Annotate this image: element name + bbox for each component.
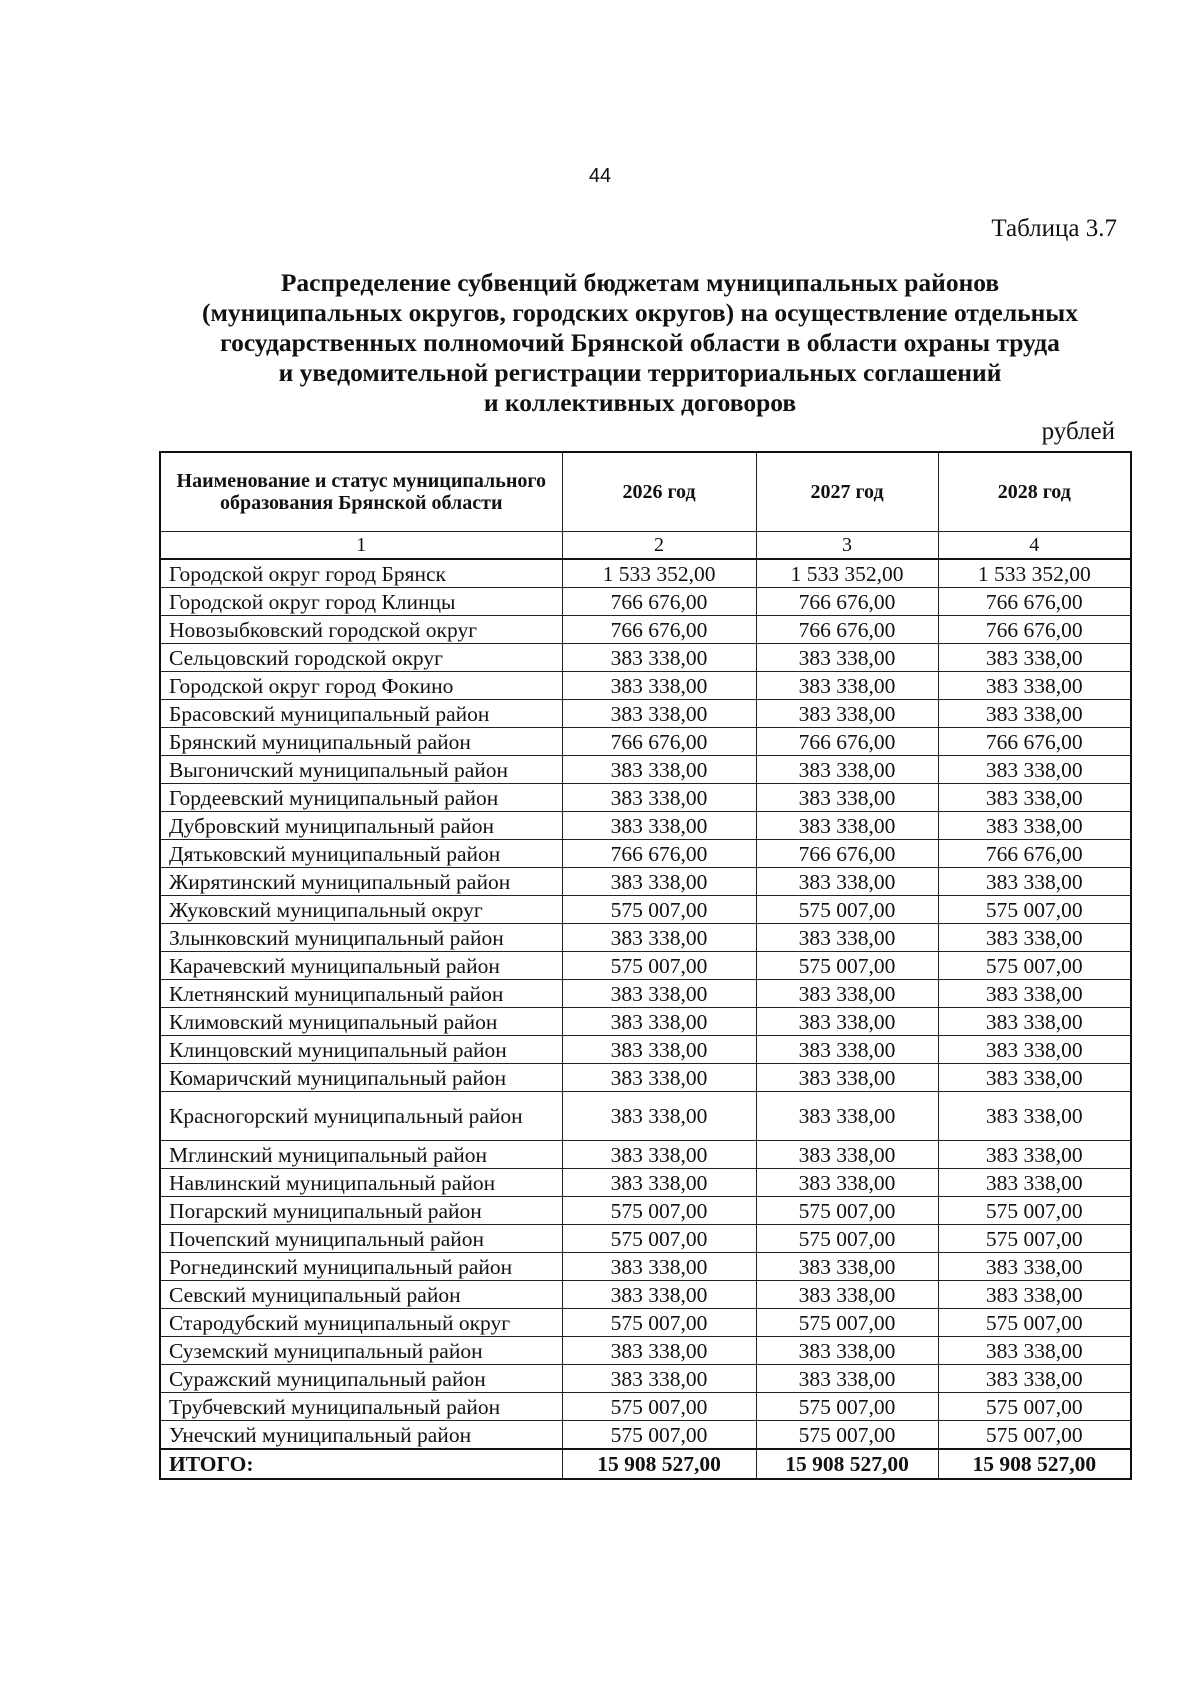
column-number-row — [160, 532, 1131, 560]
amount-2027: 383 338,00 — [756, 644, 938, 672]
amount-2026: 383 338,00 — [562, 868, 756, 896]
municipality-name: Карачевский муниципальный район — [160, 952, 562, 980]
amount-2027: 575 007,00 — [756, 896, 938, 924]
municipality-name: Погарский муниципальный район — [160, 1197, 562, 1225]
amount-2027: 383 338,00 — [756, 924, 938, 952]
municipality-name: Дятьковский муниципальный район — [160, 840, 562, 868]
municipality-name: Суземский муниципальный район — [160, 1337, 562, 1365]
municipality-name: Почепский муниципальный район — [160, 1225, 562, 1253]
table-row — [160, 1281, 1131, 1309]
amount-2026: 383 338,00 — [562, 1365, 756, 1393]
municipality-name: Жирятинский муниципальный район — [160, 868, 562, 896]
table-row — [160, 840, 1131, 868]
amount-2027: 383 338,00 — [756, 1253, 938, 1281]
amount-2027: 383 338,00 — [756, 1337, 938, 1365]
table-row — [160, 1337, 1131, 1365]
amount-2028: 575 007,00 — [938, 1393, 1131, 1421]
amount-2028: 383 338,00 — [938, 1008, 1131, 1036]
municipality-name: Новозыбковский городской округ — [160, 616, 562, 644]
amount-2026: 766 676,00 — [562, 588, 756, 616]
table-row — [160, 1309, 1131, 1337]
amount-2026: 383 338,00 — [562, 1008, 756, 1036]
municipality-name: Рогнединский муниципальный район — [160, 1253, 562, 1281]
amount-2028: 383 338,00 — [938, 1064, 1131, 1092]
municipality-name: Жуковский муниципальный округ — [160, 896, 562, 924]
table-row — [160, 924, 1131, 952]
total-2027: 15 908 527,00 — [756, 1449, 938, 1479]
amount-2028: 383 338,00 — [938, 1365, 1131, 1393]
table-row — [160, 1036, 1131, 1064]
subvention-distribution-table — [159, 451, 1132, 1480]
table-row — [160, 1421, 1131, 1450]
municipality-name: Трубчевский муниципальный район — [160, 1393, 562, 1421]
municipality-name: Брянский муниципальный район — [160, 728, 562, 756]
table-row — [160, 1064, 1131, 1092]
amount-2027: 383 338,00 — [756, 756, 938, 784]
table-row — [160, 644, 1131, 672]
column-number: 4 — [938, 532, 1131, 560]
amount-2027: 383 338,00 — [756, 1092, 938, 1141]
municipality-name: Брасовский муниципальный район — [160, 700, 562, 728]
municipality-name: Мглинский муниципальный район — [160, 1141, 562, 1169]
amount-2026: 575 007,00 — [562, 1225, 756, 1253]
table-row — [160, 1197, 1131, 1225]
title-line: государственных полномочий Брянской области в области охраны труда — [220, 328, 1060, 357]
amount-2028: 766 676,00 — [938, 588, 1131, 616]
municipality-name: Клинцовский муниципальный район — [160, 1036, 562, 1064]
header-municipality: Наименование и статус муниципального образования Брянской области — [160, 452, 562, 532]
table-row — [160, 1092, 1131, 1141]
municipality-name: Гордеевский муниципальный район — [160, 784, 562, 812]
amount-2028: 383 338,00 — [938, 980, 1131, 1008]
table-label: Таблица 3.7 — [991, 215, 1117, 242]
amount-2026: 766 676,00 — [562, 616, 756, 644]
amount-2026: 383 338,00 — [562, 924, 756, 952]
table-row — [160, 700, 1131, 728]
amount-2027: 383 338,00 — [756, 1365, 938, 1393]
amount-2028: 575 007,00 — [938, 1225, 1131, 1253]
amount-2028: 575 007,00 — [938, 1309, 1131, 1337]
amount-2027: 383 338,00 — [756, 1036, 938, 1064]
amount-2027: 383 338,00 — [756, 1141, 938, 1169]
amount-2028: 383 338,00 — [938, 672, 1131, 700]
amount-2028: 766 676,00 — [938, 840, 1131, 868]
amount-2028: 383 338,00 — [938, 784, 1131, 812]
amount-2026: 766 676,00 — [562, 840, 756, 868]
amount-2027: 383 338,00 — [756, 868, 938, 896]
total-label: ИТОГО: — [160, 1449, 562, 1479]
municipality-name: Дубровский муниципальный район — [160, 812, 562, 840]
amount-2026: 766 676,00 — [562, 728, 756, 756]
table-row — [160, 868, 1131, 896]
table-row — [160, 1169, 1131, 1197]
municipality-name: Злынковский муниципальный район — [160, 924, 562, 952]
municipality-name: Климовский муниципальный район — [160, 1008, 562, 1036]
title-line: Распределение субвенций бюджетам муниципальных районов — [280, 268, 1000, 297]
amount-2026: 383 338,00 — [562, 756, 756, 784]
amount-2028: 383 338,00 — [938, 756, 1131, 784]
amount-2028: 383 338,00 — [938, 700, 1131, 728]
amount-2028: 575 007,00 — [938, 1197, 1131, 1225]
amount-2027: 766 676,00 — [756, 588, 938, 616]
amount-2026: 383 338,00 — [562, 1092, 756, 1141]
table-row — [160, 1253, 1131, 1281]
amount-2027: 383 338,00 — [756, 812, 938, 840]
amount-2028: 383 338,00 — [938, 868, 1131, 896]
amount-2027: 383 338,00 — [756, 1281, 938, 1309]
amount-2028: 383 338,00 — [938, 1169, 1131, 1197]
municipality-name: Выгоничский муниципальный район — [160, 756, 562, 784]
table-header-row — [160, 452, 1131, 532]
table-row — [160, 952, 1131, 980]
amount-2027: 383 338,00 — [756, 1064, 938, 1092]
amount-2026: 575 007,00 — [562, 952, 756, 980]
municipality-name: Городской округ город Брянск — [160, 559, 562, 588]
table-row — [160, 588, 1131, 616]
amount-2028: 383 338,00 — [938, 1281, 1131, 1309]
amount-2027: 383 338,00 — [756, 784, 938, 812]
amount-2028: 383 338,00 — [938, 924, 1131, 952]
amount-2027: 575 007,00 — [756, 1197, 938, 1225]
title-line: и коллективных договоров — [483, 388, 797, 417]
table-row — [160, 980, 1131, 1008]
amount-2028: 383 338,00 — [938, 1141, 1131, 1169]
amount-2026: 383 338,00 — [562, 812, 756, 840]
table-row — [160, 1225, 1131, 1253]
amount-2027: 383 338,00 — [756, 700, 938, 728]
amount-2026: 383 338,00 — [562, 1281, 756, 1309]
title-line: (муниципальных округов, городских округов) на осуществление отдельных — [202, 298, 1078, 327]
table-row — [160, 1393, 1131, 1421]
municipality-name: Унечский муниципальный район — [160, 1421, 562, 1450]
amount-2028: 383 338,00 — [938, 812, 1131, 840]
municipality-name: Комаричский муниципальный район — [160, 1064, 562, 1092]
amount-2027: 383 338,00 — [756, 980, 938, 1008]
amount-2027: 383 338,00 — [756, 1008, 938, 1036]
table-row — [160, 812, 1131, 840]
amount-2027: 575 007,00 — [756, 1421, 938, 1450]
amount-2028: 383 338,00 — [938, 644, 1131, 672]
table-row — [160, 784, 1131, 812]
amount-2028: 766 676,00 — [938, 728, 1131, 756]
municipality-name: Севский муниципальный район — [160, 1281, 562, 1309]
amount-2026: 383 338,00 — [562, 980, 756, 1008]
amount-2026: 383 338,00 — [562, 672, 756, 700]
column-number: 1 — [160, 532, 562, 560]
amount-2027: 766 676,00 — [756, 840, 938, 868]
amount-2026: 575 007,00 — [562, 896, 756, 924]
amount-2026: 383 338,00 — [562, 1064, 756, 1092]
municipality-name: Клетнянский муниципальный район — [160, 980, 562, 1008]
municipality-name: Сельцовский городской округ — [160, 644, 562, 672]
amount-2028: 383 338,00 — [938, 1036, 1131, 1064]
column-number: 3 — [756, 532, 938, 560]
header-2027: 2027 год — [756, 452, 938, 532]
header-2026: 2026 год — [562, 452, 756, 532]
total-2026: 15 908 527,00 — [562, 1449, 756, 1479]
table-row — [160, 559, 1131, 588]
amount-2027: 383 338,00 — [756, 672, 938, 700]
amount-2026: 575 007,00 — [562, 1393, 756, 1421]
amount-2026: 383 338,00 — [562, 1169, 756, 1197]
amount-2026: 383 338,00 — [562, 1337, 756, 1365]
municipality-name: Красногорский муниципальный район — [160, 1092, 562, 1141]
amount-2028: 575 007,00 — [938, 896, 1131, 924]
amount-2028: 766 676,00 — [938, 616, 1131, 644]
table-row — [160, 728, 1131, 756]
municipality-name: Стародубский муниципальный округ — [160, 1309, 562, 1337]
table-row — [160, 756, 1131, 784]
amount-2026: 1 533 352,00 — [562, 559, 756, 588]
amount-2027: 1 533 352,00 — [756, 559, 938, 588]
currency-unit-label: рублей — [1041, 418, 1115, 445]
total-row — [160, 1449, 1131, 1479]
amount-2026: 383 338,00 — [562, 644, 756, 672]
column-number: 2 — [562, 532, 756, 560]
amount-2026: 383 338,00 — [562, 784, 756, 812]
amount-2027: 575 007,00 — [756, 1393, 938, 1421]
amount-2027: 766 676,00 — [756, 616, 938, 644]
amount-2027: 575 007,00 — [756, 952, 938, 980]
municipality-name: Городской округ город Клинцы — [160, 588, 562, 616]
municipality-name: Городской округ город Фокино — [160, 672, 562, 700]
municipality-name: Суражский муниципальный район — [160, 1365, 562, 1393]
page-number: 44 — [588, 165, 612, 187]
table-row — [160, 616, 1131, 644]
table-row — [160, 672, 1131, 700]
total-2028: 15 908 527,00 — [938, 1449, 1131, 1479]
amount-2026: 383 338,00 — [562, 1036, 756, 1064]
amount-2028: 383 338,00 — [938, 1092, 1131, 1141]
amount-2028: 575 007,00 — [938, 1421, 1131, 1450]
amount-2027: 575 007,00 — [756, 1309, 938, 1337]
amount-2027: 383 338,00 — [756, 1169, 938, 1197]
table-row — [160, 1365, 1131, 1393]
amount-2026: 383 338,00 — [562, 700, 756, 728]
amount-2027: 575 007,00 — [756, 1225, 938, 1253]
amount-2026: 575 007,00 — [562, 1421, 756, 1450]
title-line: и уведомительной регистрации территориальных соглашений — [278, 358, 1002, 387]
header-2028: 2028 год — [938, 452, 1131, 532]
amount-2028: 383 338,00 — [938, 1337, 1131, 1365]
amount-2027: 766 676,00 — [756, 728, 938, 756]
document-title — [150, 268, 1130, 418]
table-row — [160, 896, 1131, 924]
amount-2028: 383 338,00 — [938, 1253, 1131, 1281]
amount-2028: 1 533 352,00 — [938, 559, 1131, 588]
table-row — [160, 1008, 1131, 1036]
amount-2026: 383 338,00 — [562, 1253, 756, 1281]
amount-2028: 575 007,00 — [938, 952, 1131, 980]
amount-2026: 575 007,00 — [562, 1309, 756, 1337]
amount-2026: 575 007,00 — [562, 1197, 756, 1225]
table-row — [160, 1141, 1131, 1169]
table-body — [160, 559, 1131, 1479]
municipality-name: Навлинский муниципальный район — [160, 1169, 562, 1197]
amount-2026: 383 338,00 — [562, 1141, 756, 1169]
